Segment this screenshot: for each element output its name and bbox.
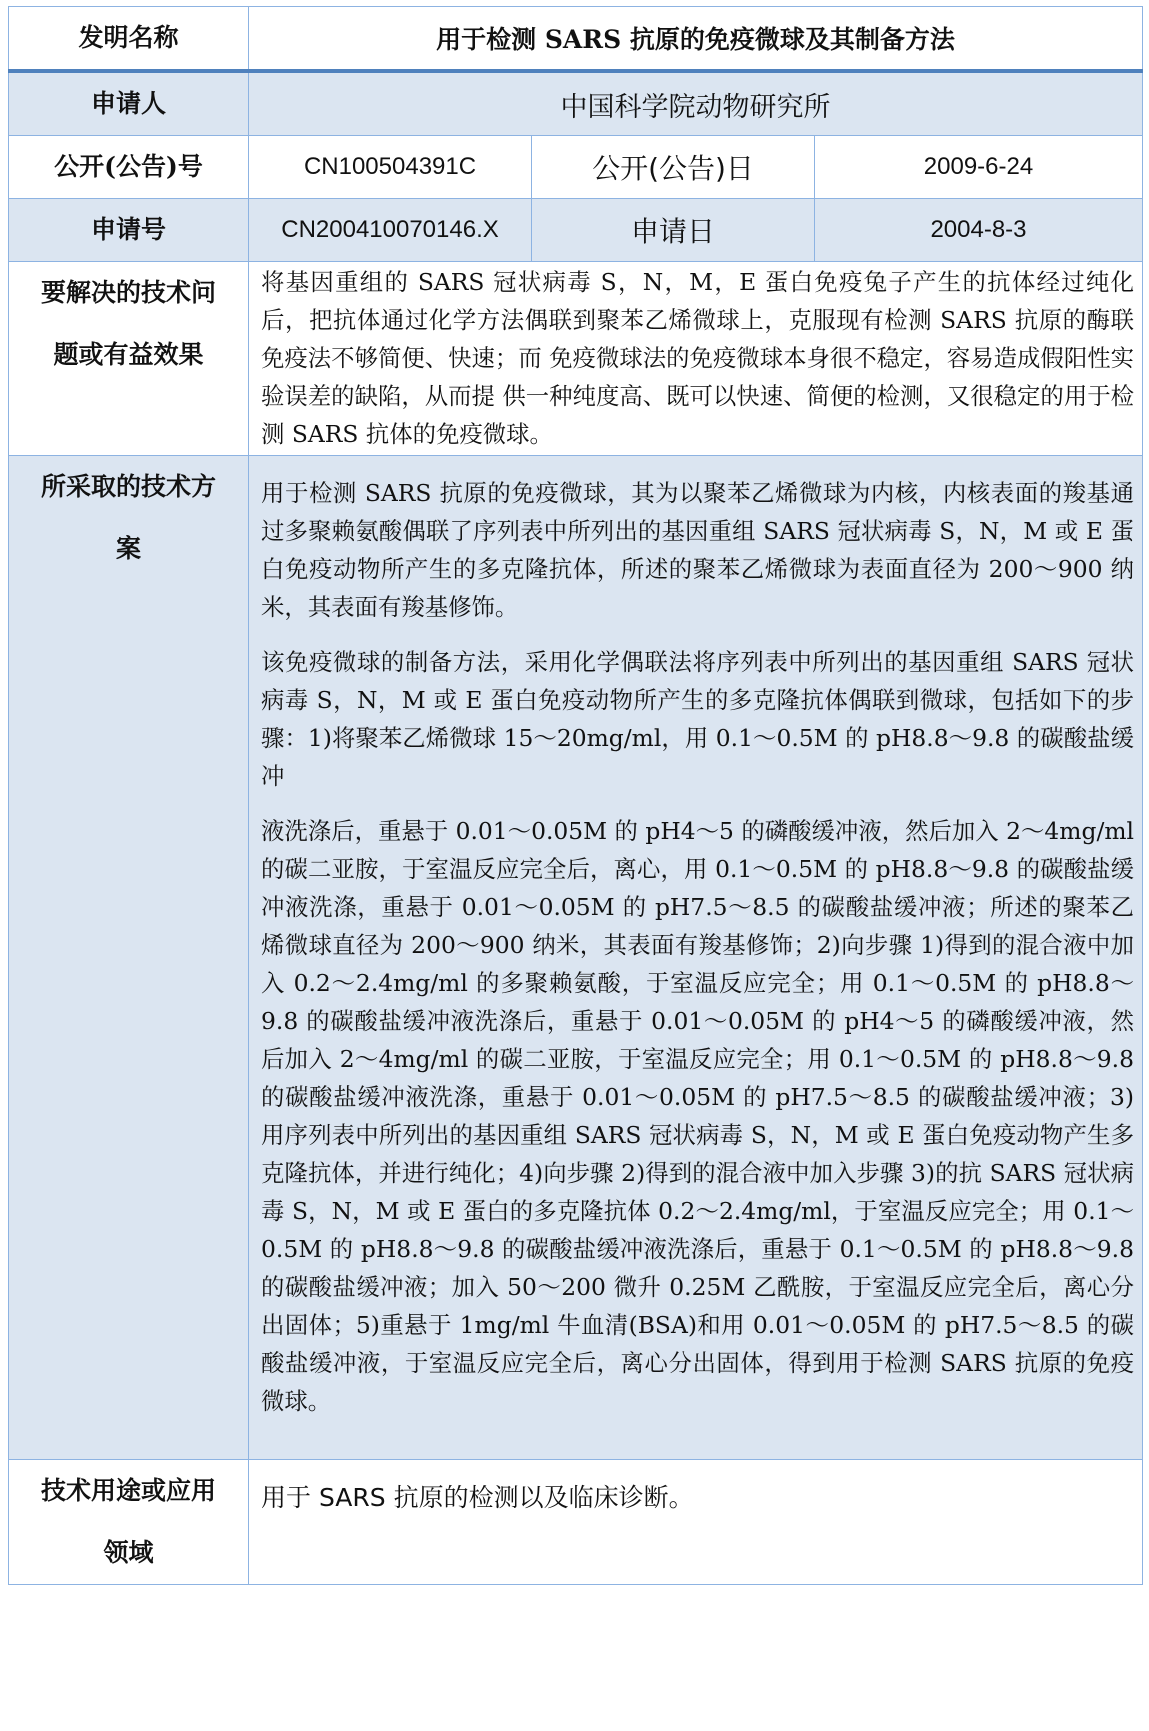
- application-row: [9, 199, 1143, 262]
- applicant-label: 申请人: [9, 71, 249, 136]
- usage-label-line1: 技术用途或应用: [40, 1476, 216, 1505]
- publication-date-label: 公开(公告)日: [532, 136, 815, 199]
- publication-date-value: 2009-6-24: [815, 136, 1143, 199]
- publication-number-value: CN100504391C: [249, 136, 532, 199]
- solution-paragraph-2: 该免疫微球的制备方法，采用化学偶联法将序列表中所列出的基因重组 SARS 冠状病毒 S，N，M 或 E 蛋白免疫动物所产生的多克隆抗体偶联到微球，包括如下的步骤：1)将聚苯乙烯微球 15～20mg/ml，用 0.1～0.5M 的 pH8.8～9.8 的碳酸盐缓冲: [261, 648, 1134, 790]
- patent-info-table: [8, 6, 1143, 1585]
- applicant-row: [9, 71, 1143, 136]
- usage-label-line2: 领域: [103, 1538, 154, 1567]
- invention-name-label: 发明名称: [9, 7, 249, 72]
- solution-label: [9, 456, 249, 1460]
- solution-text: [249, 456, 1143, 1460]
- usage-text: 用于 SARS 抗原的检测以及临床诊断。: [249, 1460, 1143, 1585]
- applicant-value: 中国科学院动物研究所: [249, 71, 1143, 136]
- problem-label: [9, 262, 249, 456]
- publication-number-label: 公开(公告)号: [9, 136, 249, 199]
- application-date-value: 2004-8-3: [815, 199, 1143, 262]
- application-date-label: 申请日: [532, 199, 815, 262]
- solution-paragraph-3: 液洗涤后，重悬于 0.01～0.05M 的 pH4～5 的磷酸缓冲液，然后加入 2～4mg/ml 的碳二亚胺，于室温反应完全后，离心，用 0.1～0.5M 的 pH8.8～9.8 的碳酸盐缓冲液洗涤，重悬于 0.01～0.05M 的 pH7.5～8.5 的碳酸盐缓冲液；所述的聚苯乙烯微球直径为 200～900 纳米，其表面有羧基修饰；2)向步骤 1)得到的混合液中加入 0.2～2.4mg/ml 的多聚赖氨酸，于室温反应完全；用 0.1～0.5M 的 pH8.8～9.8 的碳酸盐缓冲液洗涤后，重悬于 0.01～0.05M 的 pH4～5 的磷酸缓冲液，然后加入 2～4mg/ml 的碳二亚胺，于室温反应完全；用 0.1～0.5M 的 pH8.8～9.8 的碳酸盐缓冲液洗涤，重悬于 0.01～0.05M 的 pH7.5～8.5 的碳酸盐缓冲液；3)用序列表中所列出的基因重组 SARS 冠状病毒 S，N，M 或 E 蛋白免疫动物产生多克隆抗体，并进行纯化；4)向步骤 2)得到的混合液中加入步骤 3)的抗 SARS 冠状病毒 S，N，M 或 E 蛋白的多克隆抗体 0.2～2.4mg/ml，于室温反应完全；用 0.1～0.5M 的 pH8.8～9.8 的碳酸盐缓冲液洗涤后，重悬于 0.1～0.5M 的 pH8.8～9.8 的碳酸盐缓冲液；加入 50～200 微升 0.25M 乙酰胺，于室温反应完全后，离心分出固体；5)重悬于 1mg/ml 牛血清(BSA)和用 0.01～0.05M 的 pH7.5～8.5 的碳酸盐缓冲液，于室温反应完全后，离心分出固体，得到用于检测 SARS 抗原的免疫微球。: [261, 817, 1134, 1415]
- invention-name-value: 用于检测 SARS 抗原的免疫微球及其制备方法: [249, 7, 1143, 72]
- publication-row: [9, 136, 1143, 199]
- application-number-label: 申请号: [9, 199, 249, 262]
- usage-label: [9, 1460, 249, 1585]
- problem-row: [9, 262, 1143, 456]
- application-number-value: CN200410070146.X: [249, 199, 532, 262]
- problem-label-line1: 要解决的技术问: [40, 278, 216, 307]
- solution-row: [9, 456, 1143, 1460]
- invention-name-row: [9, 7, 1143, 72]
- solution-label-line2: 案: [115, 534, 141, 563]
- problem-label-line2: 题或有益效果: [53, 340, 204, 369]
- problem-text: 将基因重组的 SARS 冠状病毒 S，N，M，E 蛋白免疫兔子产生的抗体经过纯化后，把抗体通过化学方法偶联到聚苯乙烯微球上，克服现有检测 SARS 抗原的酶联免疫法不够简便、快速；而 免疫微球法的免疫微球本身很不稳定，容易造成假阳性实验误差的缺陷，从而提 供一种纯度高、既可以快速、简便的检测，又很稳定的用于检测 SARS 抗体的免疫微球。: [249, 262, 1143, 456]
- usage-row: [9, 1460, 1143, 1585]
- solution-label-line1: 所采取的技术方: [40, 472, 216, 501]
- solution-paragraph-1: 用于检测 SARS 抗原的免疫微球，其为以聚苯乙烯微球为内核，内核表面的羧基通过多聚赖氨酸偶联了序列表中所列出的基因重组 SARS 冠状病毒 S，N，M 或 E 蛋白免疫动物所产生的多克隆抗体，所述的聚苯乙烯微球为表面直径为 200～900 纳米，其表面有羧基修饰。: [261, 479, 1134, 621]
